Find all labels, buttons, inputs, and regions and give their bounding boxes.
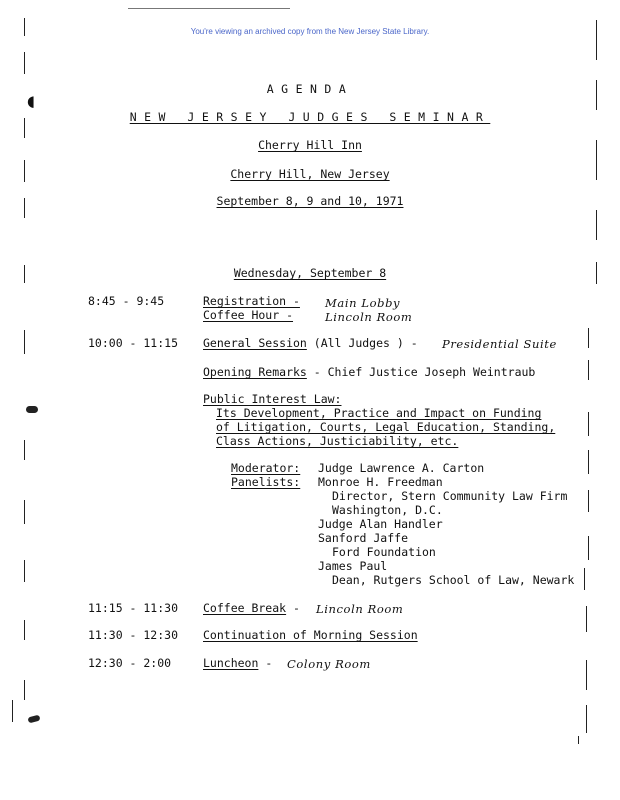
topic-line: of Litigation, Courts, Legal Education, Standing, (216, 420, 556, 434)
panelists-label: Panelists: (231, 475, 301, 489)
margin-mark (588, 412, 589, 436)
margin-mark (586, 660, 587, 690)
event-registration (203, 294, 300, 308)
margin-mark (588, 536, 589, 560)
margin-mark (596, 210, 597, 240)
margin-mark (588, 360, 589, 380)
location: Cherry Hill, New Jersey (230, 167, 390, 181)
time-slot: 11:15 - 11:30 (88, 601, 179, 615)
margin-mark (12, 700, 13, 722)
event-place: Colony Room (287, 657, 371, 671)
panelist-line: Ford Foundation (332, 545, 436, 559)
event-public-interest-law: Public Interest Law: (203, 392, 342, 406)
margin-mark (586, 705, 587, 733)
event-coffee-break (203, 601, 300, 615)
event-general-session (203, 336, 418, 350)
panelist-line: Monroe H. Freedman (318, 475, 443, 489)
hole-punch-mark (26, 406, 38, 413)
margin-mark (24, 680, 25, 700)
panelist-line: Sanford Jaffe (318, 531, 409, 545)
event-place: Presidential Suite (442, 337, 557, 351)
venue: Cherry Hill Inn (258, 138, 362, 152)
panelist-line: Judge Alan Handler (318, 517, 443, 531)
margin-mark (24, 18, 25, 36)
event-place: Lincoln Room (325, 310, 413, 324)
margin-mark (588, 490, 589, 512)
panelist-line: James Paul (318, 559, 388, 573)
time-slot: 10:00 - 11:15 (88, 336, 179, 350)
seminar-dates: September 8, 9 and 10, 1971 (216, 194, 404, 208)
event-label: Registration - (203, 294, 300, 308)
margin-mark (24, 620, 25, 640)
topic-line: Class Actions, Justiciability, etc. (216, 434, 459, 448)
topic-line: Its Development, Practice and Impact on Funding (216, 406, 542, 420)
margin-mark (24, 52, 25, 74)
panelist-line: Dean, Rutgers School of Law, Newark (332, 573, 575, 587)
margin-mark (586, 606, 587, 632)
seminar-title: NEW JERSEY JUDGES SEMINAR (129, 110, 491, 124)
event-label: General Session (203, 336, 307, 350)
day-heading: Wednesday, September 8 (233, 266, 387, 280)
margin-mark (584, 568, 585, 590)
archive-banner: You're viewing an archived copy from the New Jersey State Library. (190, 27, 430, 36)
margin-mark (24, 330, 25, 354)
agenda-title: AGENDA (266, 82, 354, 96)
moderator-name: Judge Lawrence A. Carton (318, 461, 485, 475)
event-detail: (All Judges ) - (306, 336, 418, 350)
margin-mark (588, 328, 589, 348)
time-slot: 12:30 - 2:00 (88, 656, 172, 670)
event-label: Coffee Hour - (203, 308, 294, 322)
margin-mark (24, 560, 25, 582)
panelist-line: Director, Stern Community Law Firm (332, 489, 568, 503)
panelist-line: Washington, D.C. (332, 503, 443, 517)
event-label: Coffee Break (203, 601, 287, 615)
event-label: Luncheon (203, 656, 259, 670)
event-detail: - Chief Justice Joseph Weintraub (306, 365, 536, 379)
margin-mark (588, 450, 589, 474)
margin-mark (24, 440, 25, 460)
event-place: Lincoln Room (316, 602, 404, 616)
event-continuation: Continuation of Morning Session (203, 628, 418, 642)
event-separator: - (258, 656, 273, 670)
time-slot: 11:30 - 12:30 (88, 628, 179, 642)
event-opening-remarks (203, 365, 535, 379)
time-slot: 8:45 - 9:45 (88, 294, 165, 308)
margin-mark (596, 20, 597, 60)
scan-line (128, 8, 290, 9)
hole-punch-mark (27, 715, 40, 724)
event-coffee-hour (203, 308, 293, 322)
event-luncheon (203, 656, 272, 670)
event-separator: - (286, 601, 300, 615)
event-place: Main Lobby (325, 296, 401, 310)
moderator-label: Moderator: (231, 461, 301, 475)
margin-mark (578, 736, 579, 744)
event-label: Opening Remarks (203, 365, 307, 379)
margin-mark (24, 500, 25, 524)
hole-punch-mark: ◖ (27, 92, 35, 110)
